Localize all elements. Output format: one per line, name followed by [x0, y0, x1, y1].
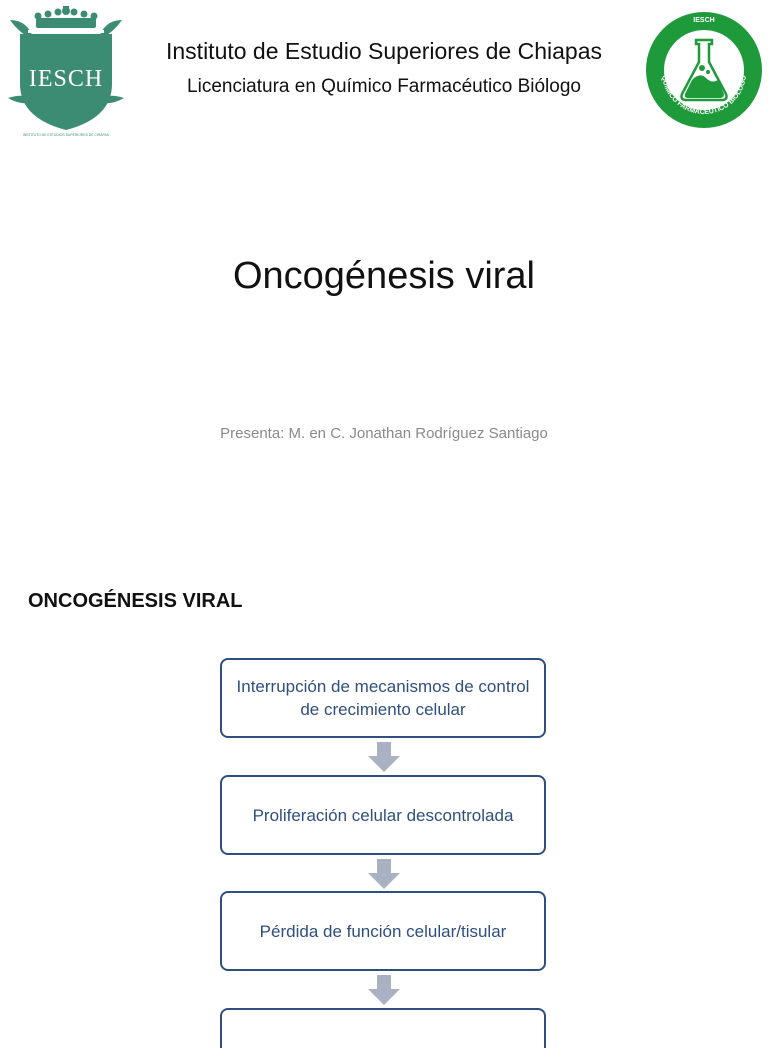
logo-left-caption: INSTITUTO DE ESTUDIOS SUPERIORES DE CHIAPAS: [22, 133, 110, 137]
flow-step-1: Interrupción de mecanismos de control de crecimiento celular: [220, 658, 546, 738]
down-arrow-icon: [366, 975, 402, 1005]
logo-left-text: IESCH: [28, 66, 104, 92]
flow-step-3: Pérdida de función celular/tisular: [220, 891, 546, 971]
presentation-title: Oncogénesis viral: [232, 255, 536, 297]
down-arrow-icon: [366, 859, 402, 889]
presenter-line: Presenta: M. en C. Jonathan Rodríguez Santiago: [220, 425, 548, 442]
flow-step-2: Proliferación celular descontrolada: [220, 775, 546, 855]
logo-right-top-text: IESCH: [693, 17, 715, 24]
qfb-emblem-logo: [644, 10, 764, 130]
program-name: Licenciatura en Químico Farmacéutico Biólogo: [187, 76, 581, 97]
down-arrow-icon: [366, 742, 402, 772]
section-heading: ONCOGÉNESIS VIRAL: [28, 590, 243, 612]
iesch-crest-logo: [6, 6, 126, 138]
institution-name: Instituto de Estudio Superiores de Chiapas: [166, 38, 602, 64]
flow-step-4: [220, 1008, 546, 1048]
logo-right-ring-text: QUÍMICO FARMACÉUTICO BIÓLOGO: [660, 74, 748, 117]
content-slide: [0, 560, 768, 1024]
